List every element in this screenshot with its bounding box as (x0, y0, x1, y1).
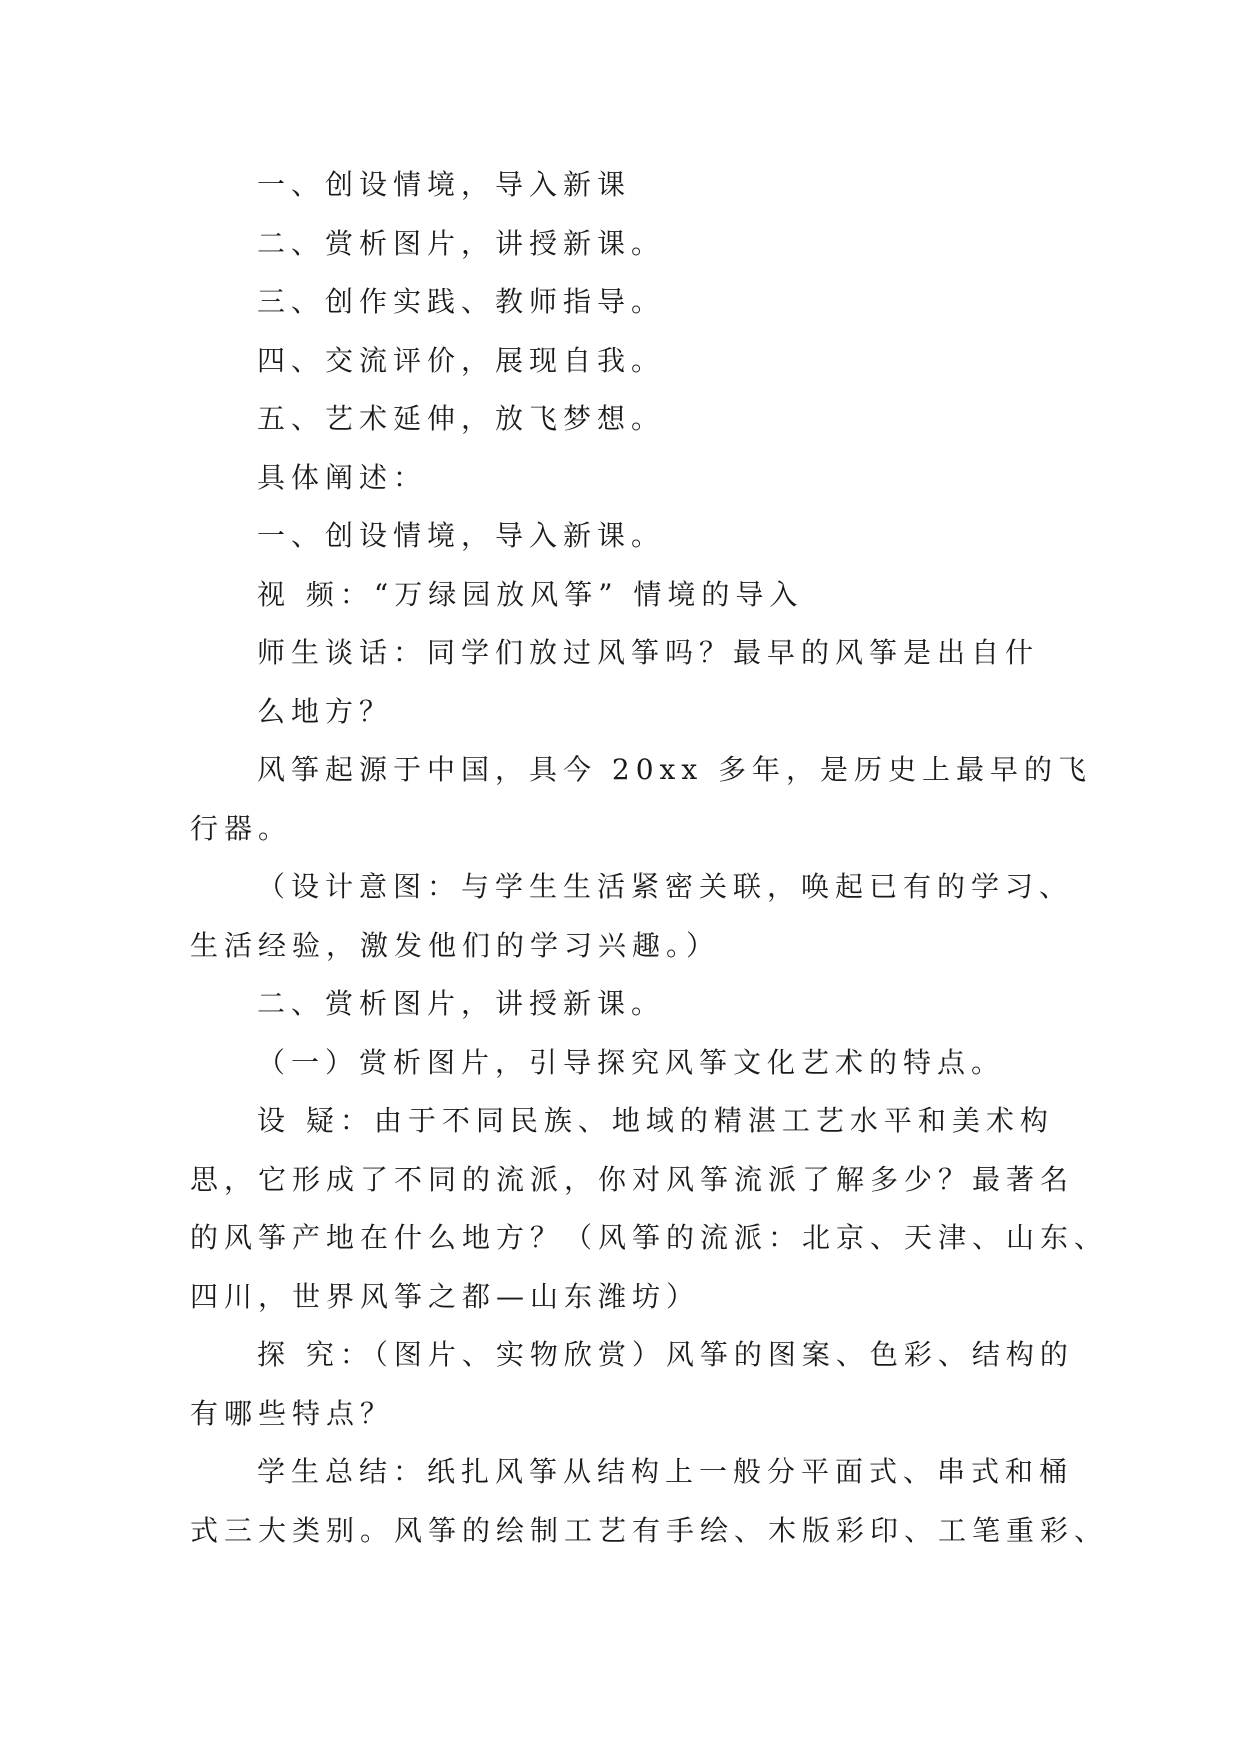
paragraph-line: 生活经验，激发他们的学习兴趣。） (190, 929, 721, 962)
section-heading: 具体阐述： (257, 461, 428, 494)
paragraph-line: 设 疑：由于不同民族、地域的精湛工艺水平和美术构 (257, 1104, 1054, 1137)
paragraph-line: （一）赏析图片，引导探究风筝文化艺术的特点。 (257, 1046, 1006, 1079)
outline-item-3: 三、创作实践、教师指导。 (257, 285, 666, 318)
paragraph-line: 师生谈话：同学们放过风筝吗？最早的风筝是出自什 (257, 636, 1040, 669)
paragraph-line: 行器。 (190, 812, 293, 845)
paragraph-line: 学生总结：纸扎风筝从结构上一般分平面式、串式和桶 (257, 1455, 1074, 1488)
paragraph-line: 二、赏析图片，讲授新课。 (257, 987, 666, 1020)
paragraph-line: 有哪些特点？ (190, 1397, 395, 1430)
paragraph-line: 的风筝产地在什么地方？（风筝的流派：北京、天津、山东、 (190, 1221, 1109, 1254)
outline-item-5: 五、艺术延伸，放飞梦想。 (257, 402, 666, 435)
paragraph-line: 一、创设情境，导入新课。 (257, 519, 666, 552)
paragraph-line: 式三大类别。风筝的绘制工艺有手绘、木版彩印、工笔重彩、 (190, 1514, 1109, 1547)
paragraph-line: 风筝起源于中国，具今 20xx 多年，是历史上最早的飞 (257, 753, 1093, 786)
paragraph-line: 探 究：（图片、实物欣赏）风筝的图案、色彩、结构的 (257, 1338, 1074, 1371)
outline-item-2: 二、赏析图片，讲授新课。 (257, 227, 666, 260)
paragraph-line: 么地方？ (257, 695, 394, 728)
paragraph-line: 视 频：“万绿园放风筝” 情境的导入 (257, 578, 804, 611)
paragraph-line: 思，它形成了不同的流派，你对风筝流派了解多少？最著名 (190, 1163, 1075, 1196)
outline-item-4: 四、交流评价，展现自我。 (257, 344, 666, 377)
paragraph-line: 四川，世界风筝之都—山东潍坊） (190, 1280, 701, 1313)
paragraph-line: （设计意图：与学生生活紧密关联，唤起已有的学习、 (257, 870, 1074, 903)
outline-item-1: 一、创设情境，导入新课 (257, 168, 632, 201)
